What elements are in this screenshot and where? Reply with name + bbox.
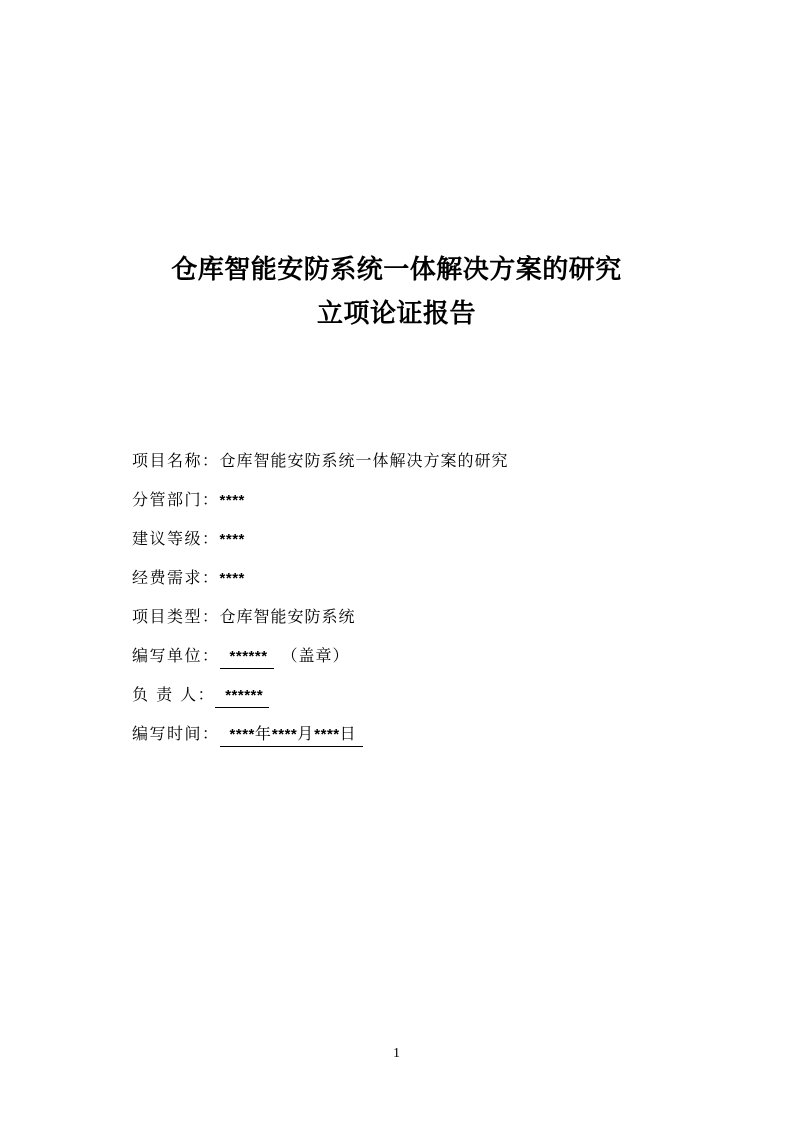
page-number: 1 — [393, 1046, 400, 1061]
field-value: **** — [219, 492, 245, 509]
field-level — [132, 524, 692, 563]
field-label: 编写时间： — [132, 724, 220, 743]
field-value: 仓库智能安防系统 — [219, 607, 356, 626]
field-value: **** — [219, 570, 245, 587]
seal-note: （盖章） — [281, 646, 350, 665]
field-value: **** — [219, 531, 245, 548]
field-project-type — [132, 602, 692, 641]
underlined-value — [215, 684, 269, 708]
title-line-2: 立项论证报告 — [316, 299, 476, 329]
field-label: 建议等级： — [132, 529, 220, 548]
field-label: 负 责 人： — [132, 685, 216, 704]
date-day-unit: 日 — [339, 724, 357, 743]
field-owner — [132, 680, 692, 719]
document-title — [0, 248, 793, 336]
date-year: **** — [229, 726, 255, 743]
field-value: ****** — [229, 648, 268, 665]
field-department — [132, 485, 692, 524]
date-month-unit: 月 — [297, 724, 315, 743]
field-label: 分管部门： — [132, 490, 220, 509]
date-day: **** — [314, 726, 340, 743]
field-value: 仓库智能安防系统一体解决方案的研究 — [219, 451, 509, 470]
underlined-value — [220, 645, 274, 669]
field-value: ****** — [225, 687, 264, 704]
field-label: 项目类型： — [132, 607, 220, 626]
field-label: 编写单位： — [132, 646, 220, 665]
field-label: 经费需求： — [132, 568, 220, 587]
field-unit — [132, 641, 692, 680]
date-month: **** — [271, 726, 298, 743]
field-project-name — [132, 446, 692, 485]
field-funding — [132, 563, 692, 602]
title-line-1: 仓库智能安防系统一体解决方案的研究 — [171, 255, 622, 285]
cover-fields — [132, 446, 692, 758]
field-date — [132, 719, 692, 758]
date-year-unit: 年 — [254, 724, 272, 743]
field-label: 项目名称： — [132, 451, 220, 470]
underlined-value — [220, 723, 363, 747]
